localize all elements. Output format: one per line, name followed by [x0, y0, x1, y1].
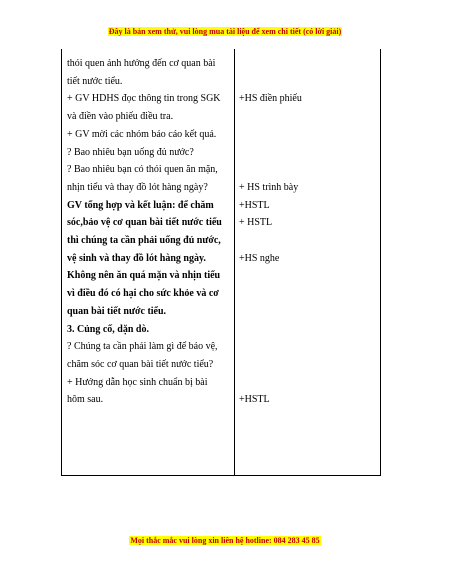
preview-notice-banner: [0, 27, 450, 36]
teacher-activity-line: GV tổng hợp và kết luận: để chăm: [67, 199, 214, 211]
teacher-activity-line: nhịn tiểu và thay đồ lót hàng ngày?: [67, 181, 208, 193]
lesson-table: [61, 49, 381, 476]
student-activity-line: +HS nghe: [239, 252, 280, 264]
teacher-activity-line: ? Chúng ta cần phải làm gì để bảo vệ,: [67, 341, 218, 353]
teacher-activity-line: + Hướng dẫn học sinh chuẩn bị bài: [67, 376, 208, 388]
teacher-activity-line: 3. Củng cố, dặn dò.: [67, 323, 149, 335]
teacher-activity-line: thói quen ảnh hưởng đến cơ quan bài: [67, 58, 216, 69]
teacher-activity-line: quan bài tiết nước tiểu.: [67, 305, 167, 317]
teacher-activity-line: + GV mời các nhóm báo cáo kết quả.: [67, 128, 217, 140]
student-activity-line: +HS điền phiếu: [239, 93, 302, 105]
teacher-activity-line: chăm sóc cơ quan bài tiết nước tiểu?: [67, 358, 214, 370]
student-activity-line: +HSTL: [239, 394, 270, 406]
teacher-activity-line: vì điều đó có hại cho sức khỏe và cơ: [67, 288, 219, 300]
preview-notice-text: Đây là bản xem thử, vui lòng mua tài liệu để xem chi tiết (có lời giải): [108, 27, 342, 36]
teacher-activity-line: vệ sinh và thay đồ lót hàng ngày.: [67, 252, 206, 264]
teacher-activity-line: và điền vào phiếu điều tra.: [67, 111, 174, 123]
hotline-banner: [0, 536, 450, 545]
teacher-activity-line: ? Bao nhiêu bạn có thói quen ăn mặn,: [67, 164, 218, 176]
student-activity-line: + HSTL: [239, 217, 273, 229]
student-activity-line: +HSTL: [239, 199, 270, 211]
teacher-activity-line: + GV HDHS đọc thông tin trong SGK: [67, 93, 221, 105]
teacher-activity-line: ? Bao nhiêu bạn uống đủ nước?: [67, 146, 194, 158]
student-activity-line: + HS trình bày: [239, 181, 299, 193]
teacher-activity-line: sóc,bảo vệ cơ quan bài tiết nước tiểu: [67, 217, 222, 229]
teacher-activity-line: hôm sau.: [67, 394, 104, 406]
column-divider: [234, 49, 235, 475]
hotline-text: Mọi thắc mắc vui lòng xin liên hệ hotline: 084 283 45 85: [130, 536, 320, 545]
teacher-activity-line: tiết nước tiểu.: [67, 75, 123, 87]
teacher-activity-line: Không nên ăn quá mặn và nhịn tiểu: [67, 270, 221, 282]
teacher-activity-line: thì chúng ta cần phải uống đủ nước,: [67, 235, 221, 246]
